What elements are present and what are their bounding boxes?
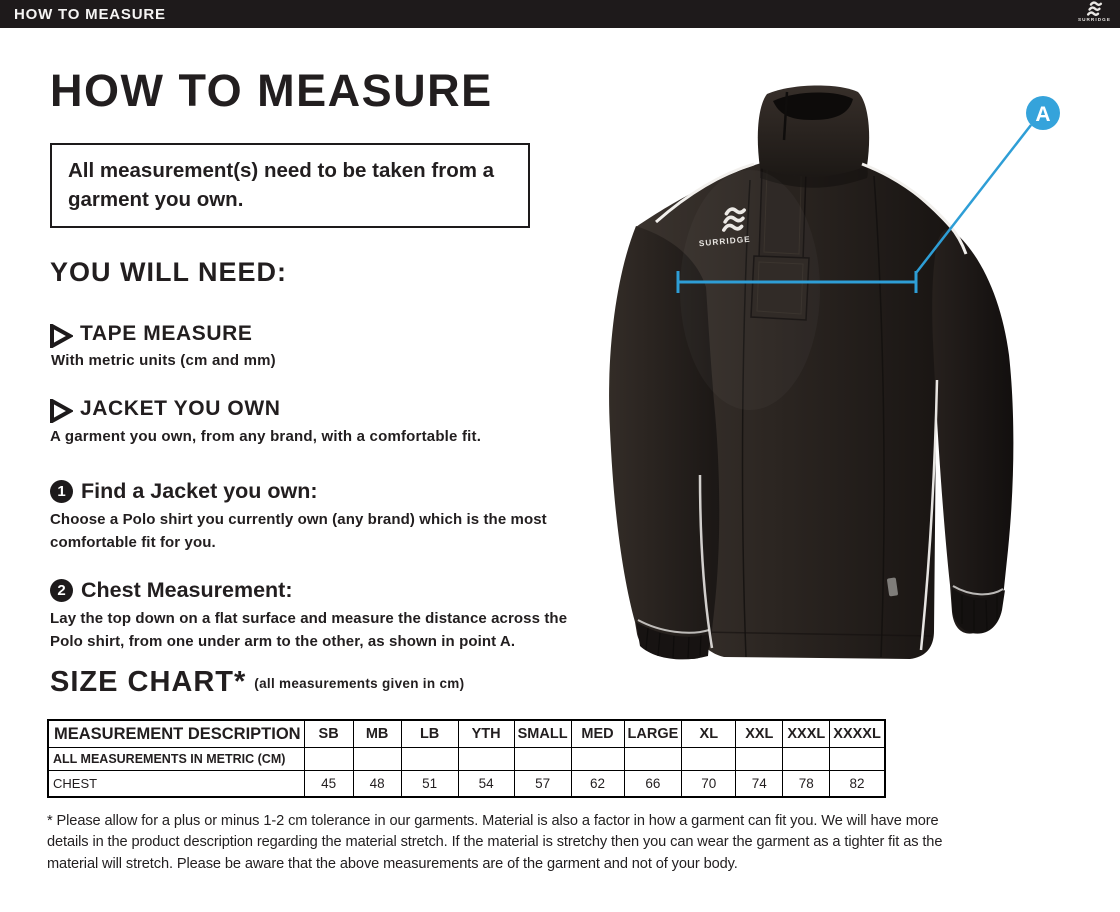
size-value-cell [783, 748, 830, 771]
step-1-title: Find a Jacket you own: [81, 479, 318, 503]
size-chart-heading-text: SIZE CHART* [50, 666, 247, 698]
step-2-badge: 2 [50, 579, 73, 602]
top-bar [0, 0, 1120, 28]
col-header-lb: LB [401, 720, 458, 748]
size-value-cell [571, 748, 624, 771]
size-value-cell: 62 [571, 771, 624, 798]
size-value-cell: 78 [783, 771, 830, 798]
size-value-cell [353, 748, 401, 771]
col-header-xxl: XXL [736, 720, 783, 748]
size-value-cell: 74 [736, 771, 783, 798]
you-will-need-heading: YOU WILL NEED: [50, 257, 288, 287]
need-item-jacket-desc: A garment you own, from any brand, with a comfortable fit. [50, 428, 482, 445]
size-value-cell: 54 [458, 771, 514, 798]
table-row [48, 748, 885, 771]
col-header-measurement-description: MEASUREMENT DESCRIPTION [48, 720, 304, 748]
size-value-cell: 51 [401, 771, 458, 798]
col-header-med: MED [571, 720, 624, 748]
step-1-description: Choose a Polo shirt you currently own (any brand) which is the most comfortable fit for you. [50, 511, 547, 552]
col-header-xxxxl: XXXXL [830, 720, 885, 748]
step-2-title: Chest Measurement: [81, 578, 293, 602]
step-2-description: Lay the top down on a flat surface and measure the distance across the Polo shirt, from one under arm to the other, as shown in point A. [50, 610, 568, 651]
col-header-xl: XL [682, 720, 736, 748]
size-value-cell: 57 [514, 771, 571, 798]
need-item-tape-measure: TAPE MEASURE [80, 322, 253, 345]
page-title: HOW TO MEASURE [50, 65, 493, 116]
size-chart-table [47, 719, 886, 798]
marker-leader-line [916, 125, 1031, 273]
size-value-cell [458, 748, 514, 771]
row-label: ALL MEASUREMENTS IN METRIC (CM) [48, 748, 304, 771]
size-value-cell: 70 [682, 771, 736, 798]
size-value-cell: 48 [353, 771, 401, 798]
size-chart-subheading: (all measurements given in cm) [254, 676, 465, 691]
triangle-bullet-icon [49, 399, 73, 428]
row-label: CHEST [48, 771, 304, 798]
jacket-illustration [600, 80, 1120, 692]
need-item-tape-measure-desc: With metric units (cm and mm) [51, 352, 276, 369]
size-value-cell: 82 [830, 771, 885, 798]
tolerance-footnote: * Please allow for a plus or minus 1-2 cm tolerance in our garments. Material is also a factor in how a garment can fit you. We will have more details in the product description regarding the material stretch. If the material is stretchy then you can wear the garment as a tighter fit as the material will stretch. Please be aware that the above measurements are of the garment and not of your body. [47, 813, 943, 872]
measurement-notice-box: All measurement(s) need to be taken from a garment you own. [50, 143, 530, 228]
col-header-yth: YTH [458, 720, 514, 748]
top-bar-title: HOW TO MEASURE [14, 5, 166, 23]
surridge-s-icon [1086, 1, 1103, 18]
triangle-bullet-icon [49, 324, 73, 353]
size-value-cell [736, 748, 783, 771]
table-header-row [48, 720, 885, 748]
brand-logo [1078, 1, 1111, 23]
size-value-cell: 66 [624, 771, 682, 798]
size-value-cell [401, 748, 458, 771]
jacket-figure [600, 80, 1120, 692]
size-value-cell [624, 748, 682, 771]
size-value-cell: 45 [304, 771, 353, 798]
size-value-cell [682, 748, 736, 771]
size-value-cell [304, 748, 353, 771]
table-row [48, 771, 885, 798]
brand-logo-text: SURRIDGE [1077, 17, 1111, 22]
col-header-sb: SB [304, 720, 353, 748]
size-value-cell [514, 748, 571, 771]
size-value-cell [830, 748, 885, 771]
size-chart-heading [50, 666, 464, 699]
col-header-large: LARGE [624, 720, 682, 748]
marker-a-label: A [1035, 103, 1051, 126]
col-header-small: SMALL [514, 720, 571, 748]
col-header-xxxl: XXXL [783, 720, 830, 748]
chest-logo-text: SURRIDGE [698, 234, 752, 249]
jacket-right-sleeve [932, 229, 1013, 634]
col-header-mb: MB [353, 720, 401, 748]
step-1-badge: 1 [50, 480, 73, 503]
need-item-jacket: JACKET YOU OWN [80, 397, 281, 420]
